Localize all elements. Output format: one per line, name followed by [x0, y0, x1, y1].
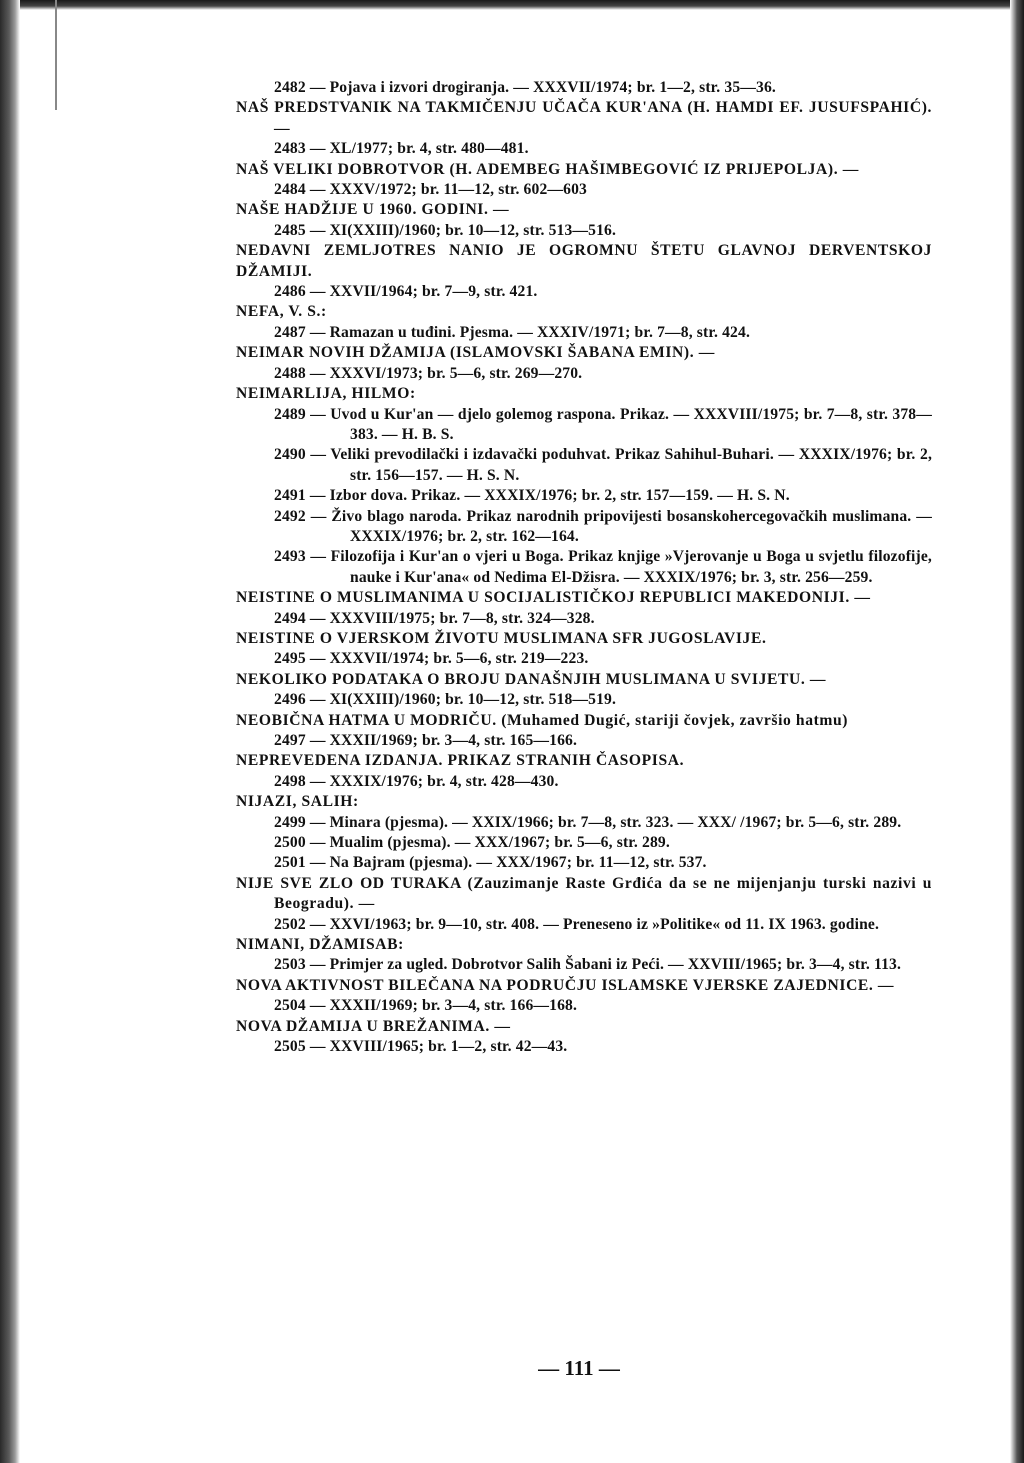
entry-heading: NAŠ PREDSTVANIK NA TAKMIČENJU UČAČA KUR'ANA (H. HAMDI EF. JUSUFSPAHIĆ). — [236, 99, 932, 137]
entry-heading: NOVA DŽAMIJA U BREŽANIMA. — [236, 1017, 511, 1035]
entry-item: 2488 — XXXVI/1973; br. 5—6, str. 269—270. [274, 364, 583, 382]
scan-edge-top [0, 0, 1024, 10]
entry-item: 2500 — Mualim (pjesma). — XXX/1967; br. 5—6, str. 289. [274, 834, 670, 852]
entry-heading: NIMANI, DŽAMISAB: [236, 936, 404, 954]
entry-heading: NEOBIČNA HATMA U MODRIČU. (Muhamed Dugić, stariji čovjek, završio hatmu) [236, 711, 849, 729]
entry-item: 2501 — Na Bajram (pjesma). — XXX/1967; br. 11—12, str. 537. [274, 854, 707, 872]
entry-item: 2505 — XXVIII/1965; br. 1—2, str. 42—43. [274, 1038, 568, 1056]
entry-item: 2496 — XI(XXIII)/1960; br. 10—12, str. 518—519. [274, 691, 617, 709]
entry-heading: NEISTINE O MUSLIMANIMA U SOCIJALISTIČKOJ REPUBLICI MAKEDONIJI. — [236, 589, 871, 607]
entry-heading: NEIMARLIJA, HILMO: [236, 385, 416, 403]
entry-item: 2503 — Primjer za ugled. Dobrotvor Salih Šabani iz Peći. — XXVIII/1965; br. 3—4, str. 113. [274, 956, 902, 974]
entry-item: 2498 — XXXIX/1976; br. 4, str. 428—430. [274, 772, 559, 790]
bibliography-page [236, 78, 932, 1058]
entry-item: 2485 — XI(XXIII)/1960; br. 10—12, str. 513—516. [274, 221, 617, 239]
entry-heading: NOVA AKTIVNOST BILEČANA NA PODRUČJU ISLAMSKE VJERSKE ZAJEDNICE. — [236, 976, 895, 994]
entry-item: 2497 — XXXII/1969; br. 3—4, str. 165—166. [274, 732, 578, 749]
entry-heading: NAŠ VELIKI DOBROTVOR (H. ADEMBEG HAŠIMBEGOVIĆ IZ PRIJEPOLJA). — [236, 160, 859, 178]
entry-item: 2482 — Pojava i izvori drogiranja. — XXXVII/1974; br. 1—2, str. 35—36. [274, 79, 776, 96]
entry-heading: NIJAZI, SALIH: [236, 793, 359, 811]
entry-item: 2499 — Minara (pjesma). — XXIX/1966; br. 7—8, str. 323. — XXX/ /1967; br. 5—6, str. 289. [274, 813, 902, 831]
scan-edge-right [1010, 0, 1024, 1463]
entry-item: 2487 — Ramazan u tuđini. Pjesma. — XXXIV/1971; br. 7—8, str. 424. [274, 323, 750, 341]
entry-item: 2490 — Veliki prevodilački i izdavački poduhvat. Prikaz Sahihul-Buhari. — XXXIX/1976; br. 2, str. 156—157. — H. S. N. [274, 446, 932, 484]
entry-heading: NEIMAR NOVIH DŽAMIJA (ISLAMOVSKI ŠABANA EMIN). — [236, 344, 715, 362]
entry-heading: NIJE SVE ZLO OD TURAKA (Zauzimanje Raste Grđića da se ne mijenjanju turski nazivi u Beogradu). — [236, 874, 932, 913]
entry-item: 2495 — XXXVII/1974; br. 5—6, str. 219—223. [274, 650, 589, 668]
entry-heading: NEPREVEDENA IZDANJA. PRIKAZ STRANIH ČASOPISA. [236, 752, 685, 770]
entry-item: 2492 — Živo blago naroda. Prikaz narodnih pripovijesti bosanskohercegovačkih muslimana. — XXXIX/1976; br. 2, str. 162—164. [274, 507, 932, 545]
scan-artifact-line [55, 0, 57, 110]
entry-item: 2504 — XXXII/1969; br. 3—4, str. 166—168. [274, 997, 578, 1015]
entry-item: 2493 — Filozofija i Kur'an o vjeri u Boga. Prikaz knjige »Vjerovanje u Boga u svjetlu filozofije, nauke i Kur'ana« od Nedima El-Džisra. — XXXIX/1976; br. 3, str. 256—259. [274, 548, 932, 586]
page-number: — 111 — [538, 1356, 620, 1380]
entry-heading: NEISTINE O VJERSKOM ŽIVOTU MUSLIMANA SFR JUGOSLAVIJE. [236, 629, 767, 647]
scan-edge-left [0, 0, 20, 1463]
entry-heading: NEFA, V. S.: [236, 303, 327, 321]
entry-item: 2494 — XXXVIII/1975; br. 7—8, str. 324—328. [274, 609, 595, 627]
entry-item: 2486 — XXVII/1964; br. 7—9, str. 421. [274, 283, 538, 301]
entry-item: 2484 — XXXV/1972; br. 11—12, str. 602—603 [274, 181, 587, 199]
entry-item: 2483 — XL/1977; br. 4, str. 480—481. [274, 140, 529, 158]
entry-heading: NEDAVNI ZEMLJOTRES NANIO JE OGROMNU ŠTETU GLAVNOJ DERVENTSKOJ DŽAMIJI. [236, 242, 932, 280]
entry-heading: NEKOLIKO PODATAKA O BROJU DANAŠNJIH MUSLIMANA U SVIJETU. — [236, 670, 827, 688]
entry-heading: NAŠE HADŽIJE U 1960. GODINI. — [236, 201, 510, 219]
entry-item: 2489 — Uvod u Kur'an — djelo golemog raspona. Prikaz. — XXXVIII/1975; br. 7—8, str. 378—383. — H. B. S. [274, 405, 932, 443]
entry-item: 2502 — XXVI/1963; br. 9—10, str. 408. — Preneseno iz »Politike« od 11. IX 1963. godine. [274, 915, 880, 933]
entry-item: 2491 — Izbor dova. Prikaz. — XXXIX/1976; br. 2, str. 157—159. — H. S. N. [274, 487, 790, 505]
